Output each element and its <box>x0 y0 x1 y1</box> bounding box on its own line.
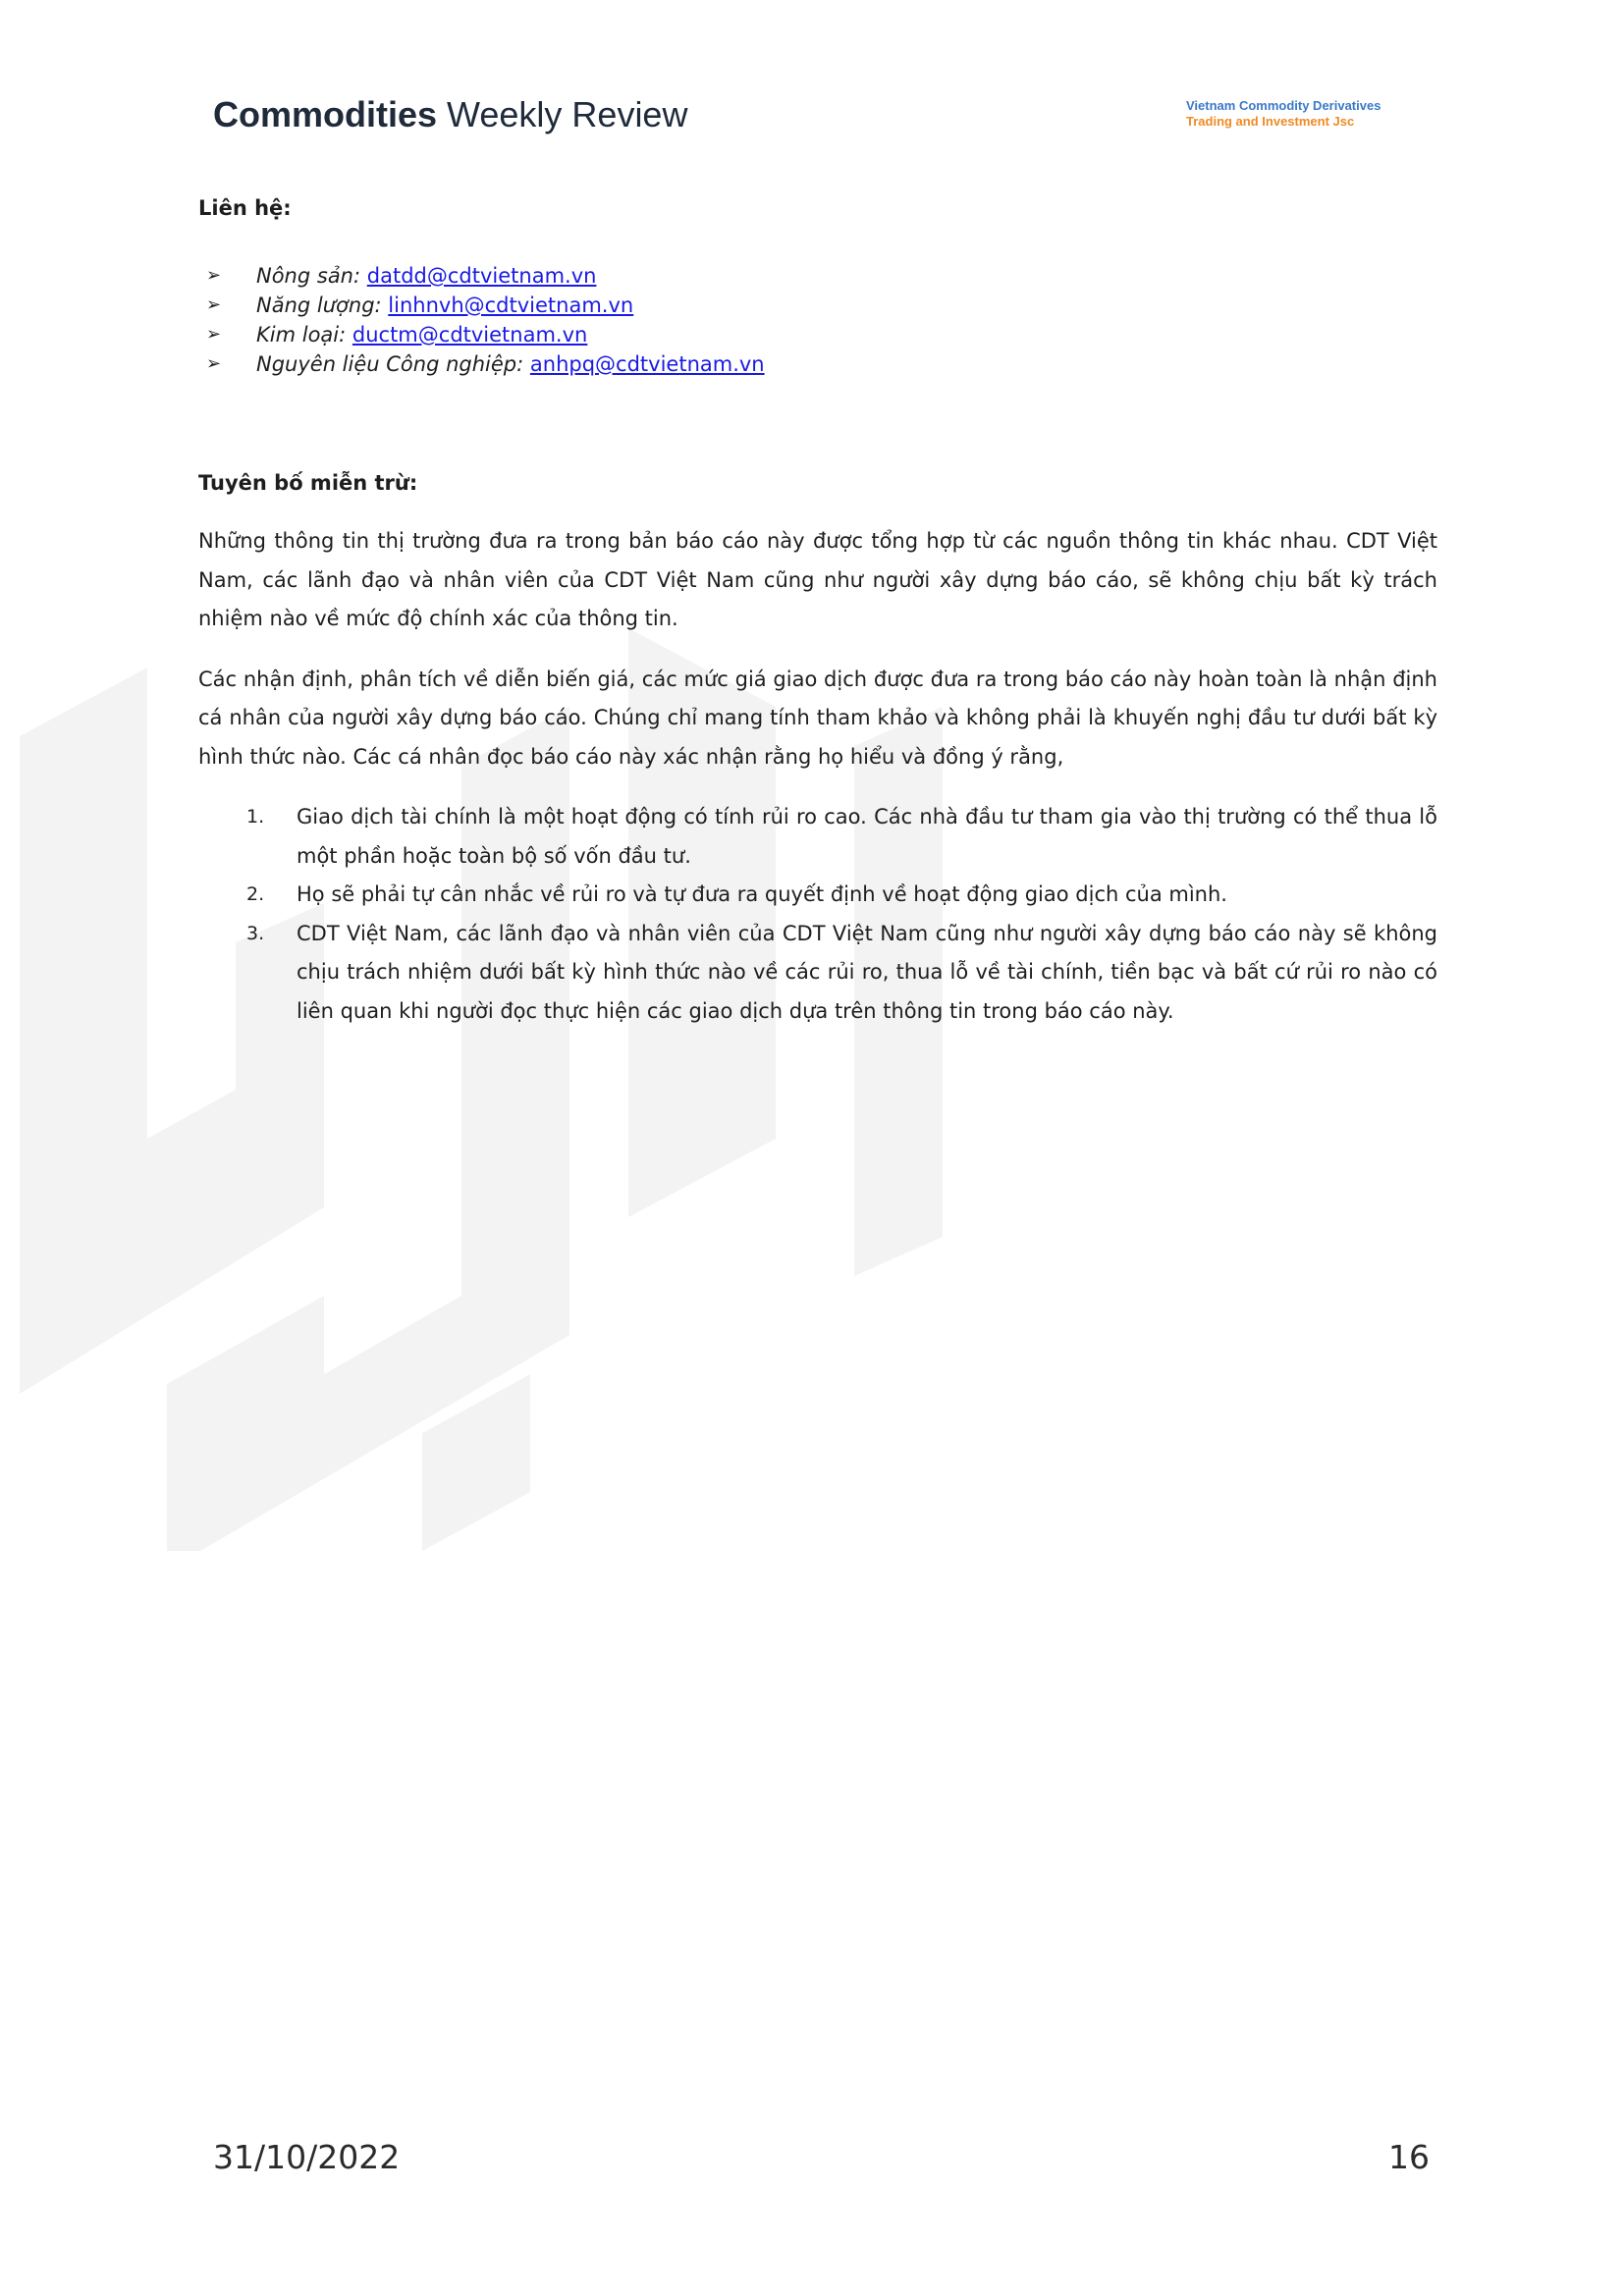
contact-item <box>198 320 1437 349</box>
list-number: 1. <box>246 806 265 828</box>
company-logo-text <box>1186 98 1380 130</box>
footer-date: 31/10/2022 <box>213 2138 401 2176</box>
contact-email-link[interactable]: ductm@cdtvietnam.vn <box>352 323 588 347</box>
contact-category: Nguyên liệu Công nghiệp: <box>256 352 524 376</box>
company-name-line2: Trading and Investment Jsc <box>1186 114 1355 129</box>
contact-item <box>198 261 1437 291</box>
contact-category: Kim loại: <box>256 323 347 347</box>
arrow-bullet-icon: ➢ <box>206 294 222 315</box>
arrow-bullet-icon: ➢ <box>206 265 222 286</box>
disclaimer-list-item <box>198 798 1437 876</box>
disclaimer-list-item <box>198 876 1437 915</box>
list-item-text: CDT Việt Nam, các lãnh đạo và nhân viên của CDT Việt Nam cũng như người xây dựng báo cáo này sẽ không chịu trách nhiệm dưới bất kỳ hình thức nào về các rủi ro, thua lỗ về tài chính, tiền bạc và bất cứ rủi ro nào có liên quan khi người đọc thực hiện các giao dịch dựa trên thông tin trong báo cáo này. <box>297 921 1437 1023</box>
report-title-rest: Weekly Review <box>447 94 688 134</box>
contacts-heading: Liên hệ: <box>198 196 292 220</box>
disclaimer-list-item <box>198 915 1437 1032</box>
contact-email-link[interactable]: linhnvh@cdtvietnam.vn <box>388 294 634 317</box>
contact-category: Nông sản: <box>256 264 361 288</box>
report-title <box>213 94 687 135</box>
contact-email-link[interactable]: anhpq@cdtvietnam.vn <box>529 352 765 376</box>
company-name-line1: Vietnam Commodity Derivatives <box>1186 98 1381 113</box>
list-item-text: Giao dịch tài chính là một hoạt động có tính rủi ro cao. Các nhà đầu tư tham gia vào thị trường có thể thua lỗ một phần hoặc toàn bộ số vốn đầu tư. <box>297 805 1437 868</box>
list-item-text: Họ sẽ phải tự cân nhắc về rủi ro và tự đưa ra quyết định về hoạt động giao dịch của mình. <box>297 882 1227 906</box>
arrow-bullet-icon: ➢ <box>206 353 222 374</box>
disclaimer-paragraph: Các nhận định, phân tích về diễn biến giá, các mức giá giao dịch được đưa ra trong báo cáo này hoàn toàn là nhận định cá nhân của người xây dựng báo cáo. Chúng chỉ mang tính tham khảo và không phải là khuyến nghị đầu tư dưới bất kỳ hình thức nào. Các cá nhân đọc báo cáo này xác nhận rằng họ hiểu và đồng ý rằng, <box>198 667 1437 769</box>
contact-item <box>198 291 1437 320</box>
disclaimer-heading: Tuyên bố miễn trừ: <box>198 471 418 495</box>
list-number: 2. <box>246 883 265 905</box>
contact-email-link[interactable]: datdd@cdtvietnam.vn <box>366 264 597 288</box>
report-title-bold: Commodities <box>213 94 438 134</box>
list-number: 3. <box>246 922 265 944</box>
disclaimer-paragraph: Những thông tin thị trường đưa ra trong bản báo cáo này được tổng hợp từ các nguồn thông tin khác nhau. CDT Việt Nam, các lãnh đạo và nhân viên của CDT Việt Nam cũng như người xây dựng báo cáo, sẽ không chịu bất kỳ trách nhiệm nào về mức độ chính xác của thông tin. <box>198 529 1437 630</box>
page-number: 16 <box>1388 2138 1430 2176</box>
disclaimer-list <box>198 798 1437 1031</box>
contact-list <box>198 261 1437 379</box>
contact-category: Năng lượng: <box>256 294 382 317</box>
arrow-bullet-icon: ➢ <box>206 324 222 345</box>
page-content <box>198 196 1437 1031</box>
contact-item <box>198 349 1437 379</box>
